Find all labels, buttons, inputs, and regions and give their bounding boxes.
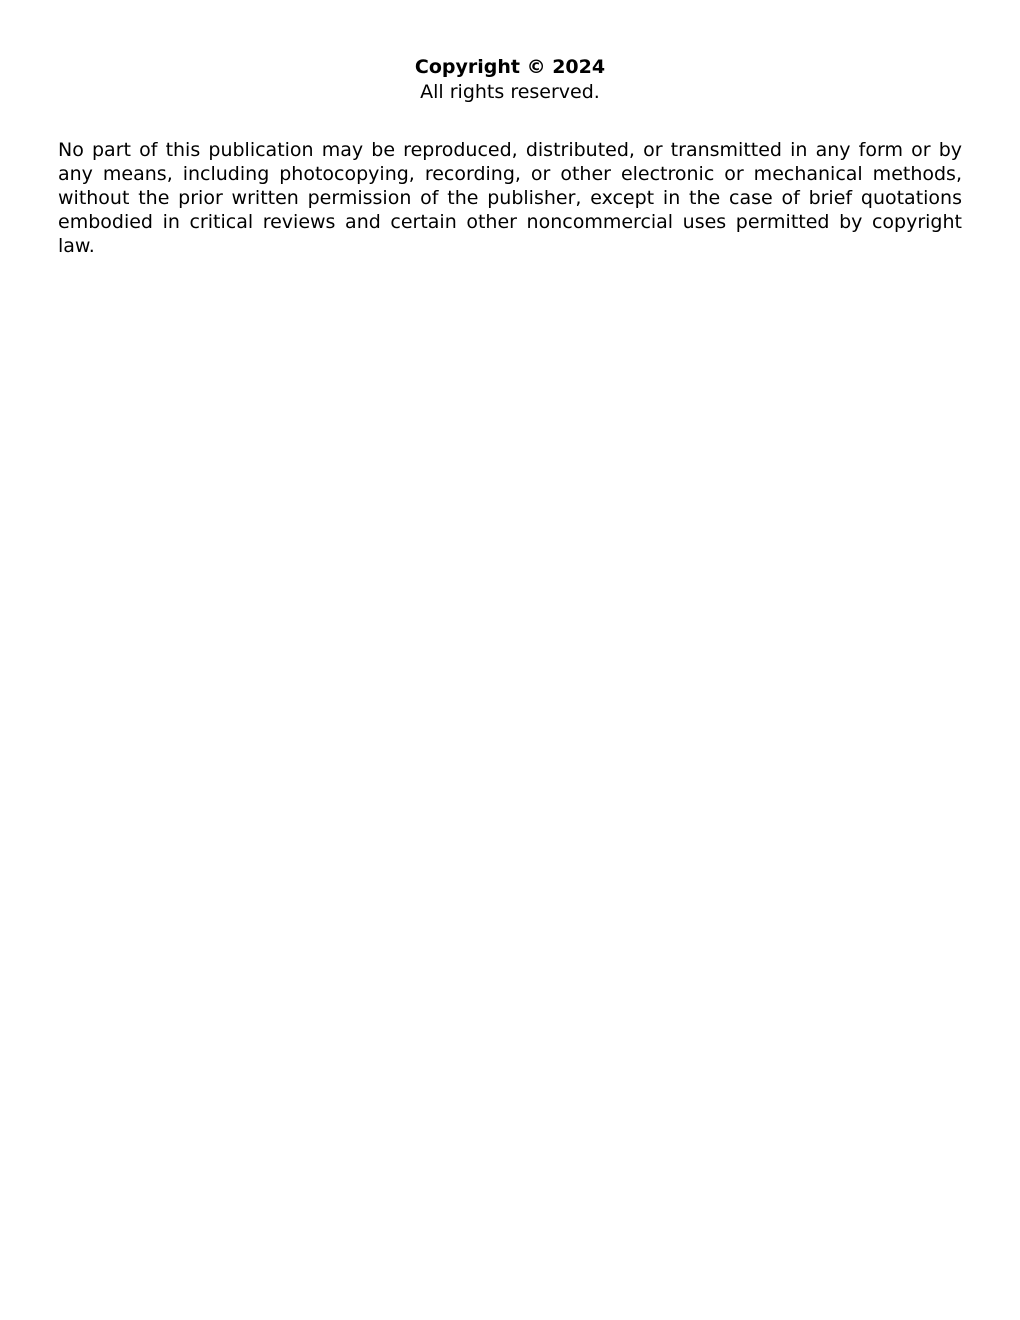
copyright-notice-paragraph: No part of this publication may be reproduced, distributed, or transmitted in any form or by any means, including photocopying, recording, or other electronic or mechanical methods, without the prior written permission of the publisher, except in the case of brief quotations embodied in critical reviews and certain other noncommercial uses permitted by copyright law. (58, 139, 962, 257)
copyright-header (58, 54, 962, 104)
copyright-title: Copyright © 2024 (414, 56, 606, 78)
rights-reserved-line: All rights reserved. (420, 81, 600, 103)
